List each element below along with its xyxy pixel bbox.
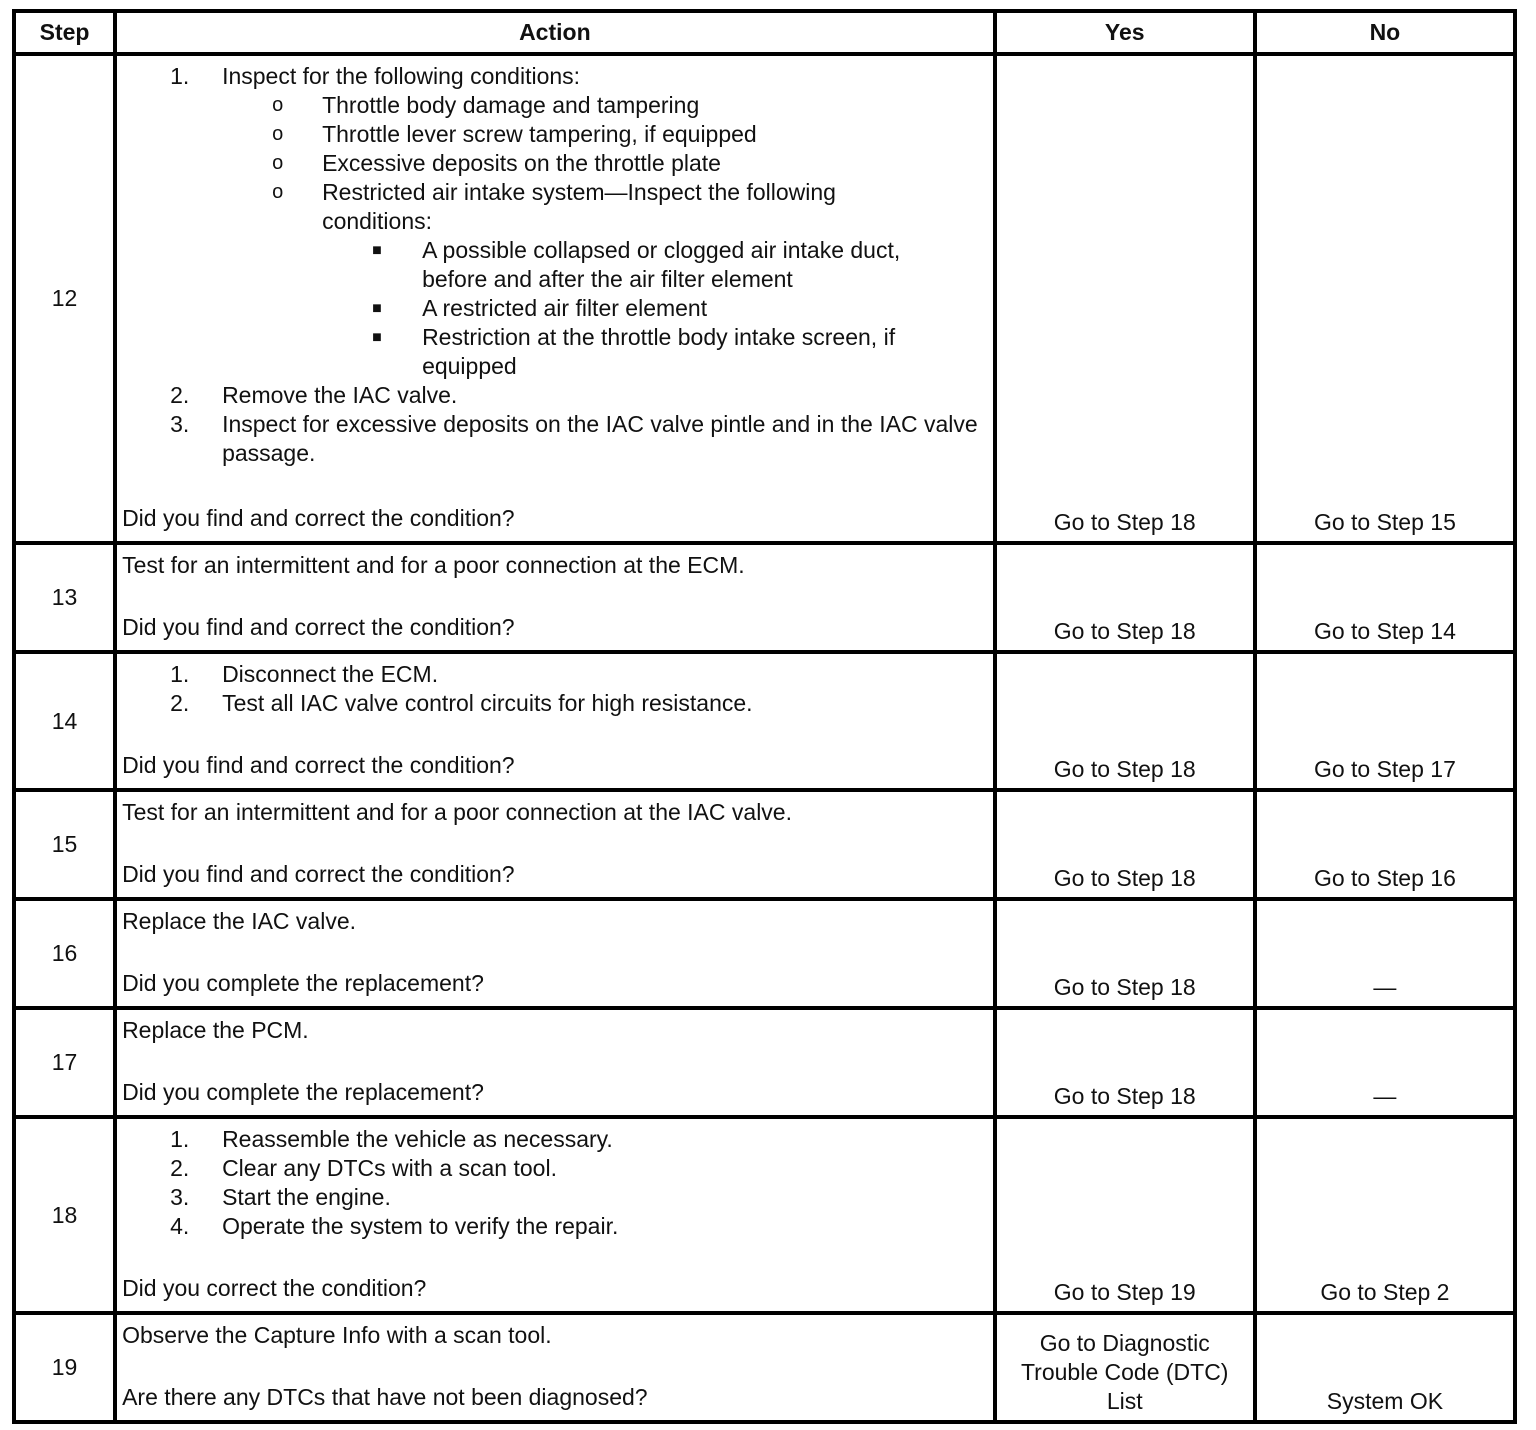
bullet-list xyxy=(122,91,985,381)
step-index: 1. xyxy=(170,63,190,89)
header-step: Step xyxy=(14,11,115,54)
table-row xyxy=(14,54,1515,543)
list-item xyxy=(122,178,985,381)
question-text: Did you find and correct the condition? xyxy=(122,861,515,887)
action-text: Replace the IAC valve. xyxy=(122,908,357,934)
table-row xyxy=(14,652,1515,790)
step-index: 2. xyxy=(170,1155,190,1181)
square-bullet-icon: ■ xyxy=(372,329,382,346)
question-text: Did you complete the replacement? xyxy=(122,970,484,996)
table-row xyxy=(14,543,1515,652)
list-item xyxy=(122,410,985,468)
no-result: — xyxy=(1373,974,1397,1000)
table-row xyxy=(14,1117,1515,1313)
no-result: — xyxy=(1373,1083,1397,1109)
no-cell xyxy=(1255,1008,1515,1117)
yes-cell xyxy=(995,54,1255,543)
no-cell xyxy=(1255,1313,1515,1422)
no-result: Go to Step 17 xyxy=(1313,756,1456,782)
step-number: 15 xyxy=(14,790,115,899)
step-index: 3. xyxy=(170,1184,190,1210)
yes-cell xyxy=(995,1313,1255,1422)
yes-result: Go to Step 18 xyxy=(1053,756,1196,782)
table-row xyxy=(14,899,1515,1008)
yes-result: Go to Step 18 xyxy=(1053,865,1196,891)
yes-cell xyxy=(995,1008,1255,1117)
step-text: Disconnect the ECM. xyxy=(222,661,439,687)
circle-bullet-icon: o xyxy=(272,152,284,174)
yes-cell xyxy=(995,790,1255,899)
step-number: 19 xyxy=(14,1313,115,1422)
action-cell xyxy=(115,543,995,652)
no-result: Go to Step 2 xyxy=(1320,1279,1450,1305)
list-item xyxy=(122,120,985,149)
step-number: 12 xyxy=(14,54,115,543)
step-number: 16 xyxy=(14,899,115,1008)
bullet-text: Restricted air intake system—Inspect the following conditions: xyxy=(322,179,836,234)
no-cell xyxy=(1255,899,1515,1008)
step-index: 2. xyxy=(170,382,190,408)
list-item xyxy=(122,1183,985,1212)
no-cell xyxy=(1255,1117,1515,1313)
numbered-steps xyxy=(122,62,985,468)
yes-result: Go to Step 18 xyxy=(1053,509,1196,535)
step-index: 1. xyxy=(170,1126,190,1152)
step-text: Inspect for excessive deposits on the IAC valve pintle and in the IAC valve passage. xyxy=(222,411,978,466)
list-item xyxy=(122,91,985,120)
no-cell xyxy=(1255,652,1515,790)
list-item xyxy=(122,1212,985,1241)
step-text: Test all IAC valve control circuits for high resistance. xyxy=(222,690,753,716)
circle-bullet-icon: o xyxy=(272,181,284,203)
step-text: Clear any DTCs with a scan tool. xyxy=(222,1155,557,1181)
action-cell xyxy=(115,652,995,790)
step-text: Inspect for the following conditions: xyxy=(222,63,581,89)
bullet-text: Throttle body damage and tampering xyxy=(322,92,700,118)
step-index: 4. xyxy=(170,1213,190,1239)
step-number: 14 xyxy=(14,652,115,790)
bullet-text: Throttle lever screw tampering, if equipped xyxy=(322,121,757,147)
list-item xyxy=(122,381,985,410)
action-cell xyxy=(115,790,995,899)
no-cell xyxy=(1255,790,1515,899)
list-item xyxy=(122,660,985,689)
step-text: Reassemble the vehicle as necessary. xyxy=(222,1126,613,1152)
no-result: System OK xyxy=(1326,1388,1444,1414)
step-number: 13 xyxy=(14,543,115,652)
question-text: Did you find and correct the condition? xyxy=(122,614,515,640)
header-no: No xyxy=(1255,11,1515,54)
question-text: Did you find and correct the condition? xyxy=(122,505,515,531)
header-action: Action xyxy=(115,11,995,54)
action-cell xyxy=(115,54,995,543)
action-cell xyxy=(115,1313,995,1422)
circle-bullet-icon: o xyxy=(272,123,284,145)
no-cell xyxy=(1255,54,1515,543)
action-text: Replace the PCM. xyxy=(122,1017,309,1043)
list-item xyxy=(122,1125,985,1154)
question-text: Did you find and correct the condition? xyxy=(122,752,515,778)
step-number: 18 xyxy=(14,1117,115,1313)
question-text: Did you correct the condition? xyxy=(122,1275,427,1301)
action-cell xyxy=(115,899,995,1008)
action-text: Test for an intermittent and for a poor connection at the IAC valve. xyxy=(122,799,792,825)
step-index: 1. xyxy=(170,661,190,687)
list-item xyxy=(122,323,955,381)
table-row xyxy=(14,790,1515,899)
yes-cell xyxy=(995,543,1255,652)
yes-cell xyxy=(995,1117,1255,1313)
step-text: Remove the IAC valve. xyxy=(222,382,458,408)
yes-result: Go to Step 18 xyxy=(1053,618,1196,644)
no-result: Go to Step 16 xyxy=(1313,865,1456,891)
action-cell xyxy=(115,1008,995,1117)
no-cell xyxy=(1255,543,1515,652)
numbered-steps xyxy=(122,660,985,718)
sub-bullet-text: Restriction at the throttle body intake screen, if equipped xyxy=(422,324,896,379)
yes-result: Go to Step 18 xyxy=(1053,974,1196,1000)
list-item xyxy=(122,62,985,381)
yes-cell xyxy=(995,652,1255,790)
yes-cell xyxy=(995,899,1255,1008)
step-text: Operate the system to verify the repair. xyxy=(222,1213,619,1239)
sub-bullet-text: A restricted air filter element xyxy=(422,295,708,321)
step-index: 3. xyxy=(170,411,190,437)
table-row xyxy=(14,1313,1515,1422)
yes-result: Go to Step 19 xyxy=(1053,1279,1196,1305)
action-cell xyxy=(115,1117,995,1313)
square-bullet-icon: ■ xyxy=(372,300,382,317)
no-result: Go to Step 15 xyxy=(1313,509,1456,535)
list-item xyxy=(122,149,985,178)
square-bullet-icon: ■ xyxy=(372,242,382,259)
bullet-text: Excessive deposits on the throttle plate xyxy=(322,150,721,176)
list-item xyxy=(122,689,985,718)
list-item xyxy=(122,294,925,323)
numbered-steps xyxy=(122,1125,985,1241)
yes-result: Go to Diagnostic Trouble Code (DTC) List xyxy=(1020,1330,1229,1414)
diagnostic-table xyxy=(12,9,1517,1424)
circle-bullet-icon: o xyxy=(272,94,284,116)
list-item xyxy=(122,1154,985,1183)
no-result: Go to Step 14 xyxy=(1313,618,1456,644)
step-text: Start the engine. xyxy=(222,1184,391,1210)
sub-bullet-list xyxy=(122,236,925,381)
step-index: 2. xyxy=(170,690,190,716)
question-text: Did you complete the replacement? xyxy=(122,1079,484,1105)
action-text: Test for an intermittent and for a poor connection at the ECM. xyxy=(122,552,745,578)
action-text: Observe the Capture Info with a scan tool. xyxy=(122,1322,552,1348)
question-text: Are there any DTCs that have not been diagnosed? xyxy=(122,1384,648,1410)
header-row xyxy=(14,11,1515,54)
yes-result: Go to Step 18 xyxy=(1053,1083,1196,1109)
table-row xyxy=(14,1008,1515,1117)
header-yes: Yes xyxy=(995,11,1255,54)
list-item xyxy=(122,236,955,294)
sub-bullet-text: A possible collapsed or clogged air intake duct, before and after the air filter element xyxy=(422,237,901,292)
step-number: 17 xyxy=(14,1008,115,1117)
